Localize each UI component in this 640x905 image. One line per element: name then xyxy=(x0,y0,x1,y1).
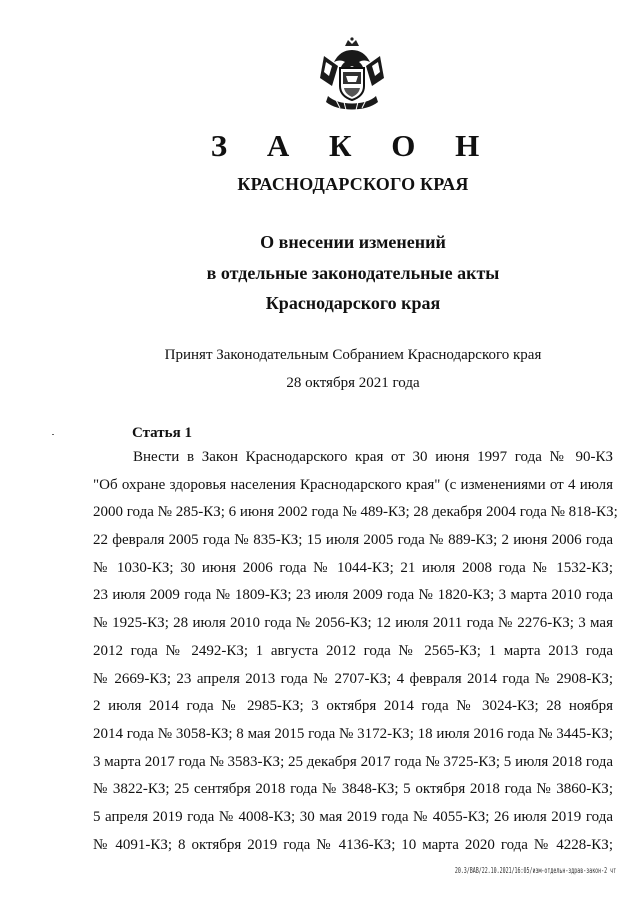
body-line: 22 февраля 2005 года № 835-КЗ; 15 июля 2005 года № 889-КЗ; 2 июня 2006 года xyxy=(93,532,613,549)
law-title: З А К О Н xyxy=(210,128,496,163)
article-label: Статья 1 xyxy=(132,425,192,441)
body-line: Внести в Закон Краснодарского края от 30 июня 1997 года № 90-КЗ xyxy=(133,449,613,465)
coat-of-arms-emblem xyxy=(318,36,386,114)
adopted-by-line: Принят Законодательным Собранием Краснодарского края xyxy=(164,347,542,363)
law-heading-line-2: в отдельные законодательные акты xyxy=(206,263,500,283)
law-heading-line-3: Краснодарского края xyxy=(265,293,441,313)
body-line: 5 апреля 2019 года № 4008-КЗ; 30 мая 2019 года № 4055-КЗ; 26 июля 2019 года xyxy=(93,808,613,825)
body-line: № 1925-КЗ; 28 июля 2010 года № 2056-КЗ; 12 июля 2011 года № 2276-КЗ; 3 мая xyxy=(93,615,613,632)
body-line: № 3822-КЗ; 25 сентября 2018 года № 3848-КЗ; 5 октября 2018 года № 3860-КЗ; xyxy=(93,781,613,798)
law-subtitle: КРАСНОДАРСКОГО КРАЯ xyxy=(237,174,469,194)
adopted-date-line: 28 октября 2021 года xyxy=(286,375,420,391)
body-line: 3 марта 2017 года № 3583-КЗ; 25 декабря 2017 года № 3725-КЗ; 5 июля 2018 года xyxy=(93,753,613,770)
document-footer-code: 20.3/ВАВ/22.10.2021/16:05/изм-отдельн-здрав-закон-2 чт xyxy=(454,866,616,875)
body-line: 2012 года № 2492-КЗ; 1 августа 2012 года № 2565-КЗ; 1 марта 2013 года xyxy=(93,642,613,659)
margin-mark xyxy=(52,434,54,435)
law-heading-line-1: О внесении изменений xyxy=(260,232,446,252)
body-line: "Об охране здоровья населения Краснодарского края" (с изменениями от 4 июля xyxy=(93,476,613,493)
body-line: 23 июля 2009 года № 1809-КЗ; 23 июля 2009 года № 1820-КЗ; 3 марта 2010 года xyxy=(93,587,613,604)
body-line: 2 июля 2014 года № 2985-КЗ; 3 октября 2014 года № 3024-КЗ; 28 ноября xyxy=(93,698,613,715)
body-line: 2014 года № 3058-КЗ; 8 мая 2015 года № 3172-КЗ; 18 июля 2016 года № 3445-КЗ; xyxy=(93,725,613,742)
article-body xyxy=(93,444,618,859)
body-line: № 1030-КЗ; 30 июня 2006 года № 1044-КЗ; 21 июля 2008 года № 1532-КЗ; xyxy=(93,559,613,576)
body-line: № 4091-КЗ; 8 октября 2019 года № 4136-КЗ; 10 марта 2020 года № 4228-КЗ; xyxy=(93,836,613,853)
body-line: № 2669-КЗ; 23 апреля 2013 года № 2707-КЗ; 4 февраля 2014 года № 2908-КЗ; xyxy=(93,670,613,687)
body-line: 2000 года № 285-КЗ; 6 июня 2002 года № 489-КЗ; 28 декабря 2004 года № 818-КЗ; xyxy=(93,504,618,521)
